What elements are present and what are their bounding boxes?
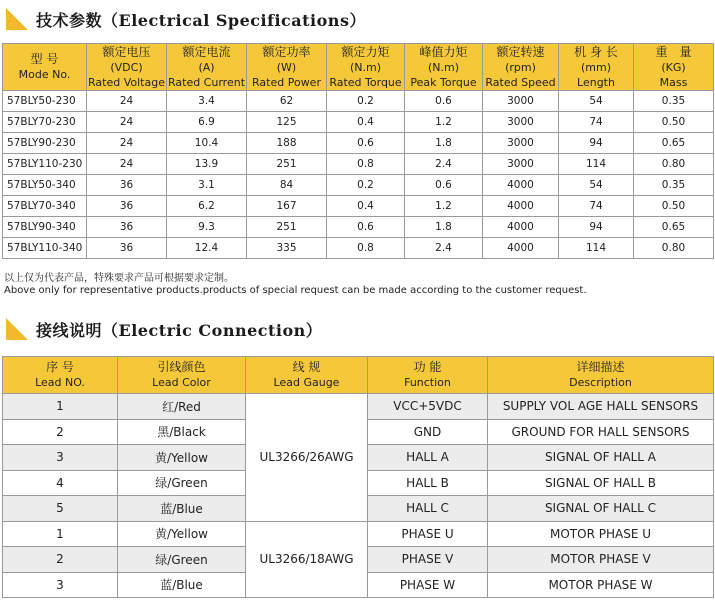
spec-section-header xyxy=(6,6,366,32)
table-row xyxy=(3,217,714,238)
spec-cell: 24 xyxy=(87,133,167,154)
spec-cell: 84 xyxy=(247,175,327,196)
spec-cell: 6.9 xyxy=(167,112,247,133)
spec-cell: 188 xyxy=(247,133,327,154)
spec-cell: 3000 xyxy=(483,133,559,154)
spec-cell: 36 xyxy=(87,217,167,238)
spec-cell: 24 xyxy=(87,91,167,112)
model-cell: 57BLY70-340 xyxy=(3,196,87,217)
spec-cell: 3000 xyxy=(483,91,559,112)
spec-cell: 94 xyxy=(559,217,634,238)
spec-header-power: 额定功率 (W) Rated Power xyxy=(247,44,327,91)
spec-cell: 0.50 xyxy=(634,112,714,133)
spec-cell: 251 xyxy=(247,154,327,175)
lead-color-cell: 黄/Yellow xyxy=(118,521,246,547)
table-row xyxy=(3,91,714,112)
spec-cell: 0.65 xyxy=(634,217,714,238)
spec-cell: 0.2 xyxy=(327,175,405,196)
model-cell: 57BLY50-340 xyxy=(3,175,87,196)
function-cell: PHASE W xyxy=(368,572,488,598)
spec-header-length: 机 身 长 (mm) Length xyxy=(559,44,634,91)
spec-cell: 13.9 xyxy=(167,154,247,175)
conn-section-title: 接线说明（Electric Connection） xyxy=(36,320,323,340)
description-cell: SIGNAL OF HALL A xyxy=(488,445,714,471)
spec-cell: 114 xyxy=(559,238,634,259)
table-row xyxy=(3,521,714,547)
spec-cell: 0.6 xyxy=(405,175,483,196)
lead-color-cell: 蓝/Blue xyxy=(118,496,246,522)
spec-cell: 54 xyxy=(559,91,634,112)
spec-cell: 167 xyxy=(247,196,327,217)
lead-color-cell: 绿/Green xyxy=(118,470,246,496)
spec-cell: 74 xyxy=(559,196,634,217)
spec-cell: 0.4 xyxy=(327,196,405,217)
spec-cell: 251 xyxy=(247,217,327,238)
spec-cell: 24 xyxy=(87,154,167,175)
spec-cell: 36 xyxy=(87,175,167,196)
lead-color-cell: 红/Red xyxy=(118,394,246,420)
lead-color-cell: 黄/Yellow xyxy=(118,445,246,471)
spec-header-speed: 额定转速 (rpm) Rated Speed xyxy=(483,44,559,91)
function-cell: HALL B xyxy=(368,470,488,496)
lead-no-cell: 4 xyxy=(3,470,118,496)
lead-no-cell: 2 xyxy=(3,419,118,445)
conn-header-function: 功 能 Function xyxy=(368,357,488,394)
spec-cell: 0.35 xyxy=(634,91,714,112)
lead-no-cell: 5 xyxy=(3,496,118,522)
spec-header-current: 额定电流 (A) Rated Current xyxy=(167,44,246,89)
lead-no-cell: 3 xyxy=(3,445,118,471)
conn-section-header xyxy=(6,316,322,342)
model-cell: 57BLY50-230 xyxy=(3,91,87,112)
spec-cell: 0.8 xyxy=(327,154,405,175)
function-cell: HALL A xyxy=(368,445,488,471)
table-row xyxy=(3,196,714,217)
spec-cell: 1.2 xyxy=(405,196,483,217)
lead-color-cell: 绿/Green xyxy=(118,547,246,573)
spec-header-row xyxy=(3,44,714,91)
spec-note-cn: 以上仅为代表产品，特殊要求产品可根据要求定制。 xyxy=(4,273,234,284)
spec-cell: 12.4 xyxy=(167,238,247,259)
spec-cell: 0.2 xyxy=(327,91,405,112)
spec-cell: 2.4 xyxy=(405,154,483,175)
spec-header-model: 型 号 Mode No. xyxy=(3,44,87,91)
spec-cell: 10.4 xyxy=(167,133,247,154)
lead-gauge-cell: UL3266/18AWG xyxy=(246,521,368,598)
spec-cell: 62 xyxy=(247,91,327,112)
spec-cell: 36 xyxy=(87,196,167,217)
lead-no-cell: 1 xyxy=(3,394,118,420)
lead-color-cell: 蓝/Blue xyxy=(118,572,246,598)
description-cell: MOTOR PHASE U xyxy=(488,521,714,547)
function-cell: PHASE V xyxy=(368,547,488,573)
corner-arrow-icon xyxy=(6,8,28,30)
spec-cell: 3.4 xyxy=(167,91,247,112)
spec-cell: 74 xyxy=(559,112,634,133)
conn-header-row xyxy=(3,357,714,394)
spec-section-title: 技术参数（Electrical Specifications） xyxy=(36,10,366,30)
spec-cell: 0.35 xyxy=(634,175,714,196)
spec-header-peak-torque: 峰值力矩 (N.m) Peak Torque xyxy=(405,44,483,91)
spec-cell: 0.65 xyxy=(634,133,714,154)
table-row xyxy=(3,175,714,196)
model-cell: 57BLY110-340 xyxy=(3,238,87,259)
spec-cell: 3000 xyxy=(483,154,559,175)
spec-cell: 24 xyxy=(87,112,167,133)
spec-note-en: Above only for representative products.products of special request can be made according to the customer request. xyxy=(4,285,587,296)
lead-no-cell: 1 xyxy=(3,521,118,547)
spec-cell: 9.3 xyxy=(167,217,247,238)
spec-cell: 0.80 xyxy=(634,154,714,175)
spec-cell: 0.80 xyxy=(634,238,714,259)
spec-cell: 4000 xyxy=(483,217,559,238)
function-cell: PHASE U xyxy=(368,521,488,547)
spec-cell: 4000 xyxy=(483,175,559,196)
spec-cell: 3000 xyxy=(483,112,559,133)
spec-cell: 125 xyxy=(247,112,327,133)
spec-cell: 114 xyxy=(559,154,634,175)
description-cell: GROUND FOR HALL SENSORS xyxy=(488,419,714,445)
conn-header-color: 引线颜色 Lead Color xyxy=(118,357,246,394)
corner-arrow-icon xyxy=(6,318,28,340)
lead-no-cell: 2 xyxy=(3,547,118,573)
description-cell: MOTOR PHASE V xyxy=(488,547,714,573)
lead-gauge-cell: UL3266/26AWG xyxy=(246,394,368,522)
model-cell: 57BLY90-230 xyxy=(3,133,87,154)
model-cell: 57BLY110-230 xyxy=(3,154,87,175)
model-cell: 57BLY70-230 xyxy=(3,112,87,133)
spec-cell: 6.2 xyxy=(167,196,247,217)
description-cell: SUPPLY VOL AGE HALL SENSORS xyxy=(488,394,714,420)
spec-cell: 3.1 xyxy=(167,175,247,196)
spec-cell: 0.4 xyxy=(327,112,405,133)
conn-header-desc: 详细描述 Description xyxy=(488,357,714,394)
spec-cell: 4000 xyxy=(483,238,559,259)
spec-cell: 54 xyxy=(559,175,634,196)
spec-cell: 94 xyxy=(559,133,634,154)
function-cell: HALL C xyxy=(368,496,488,522)
spec-cell: 1.2 xyxy=(405,112,483,133)
spec-header-torque: 额定力矩 (N.m) Rated Torque xyxy=(327,44,405,91)
function-cell: VCC+5VDC xyxy=(368,394,488,420)
spec-cell: 4000 xyxy=(483,196,559,217)
spec-cell: 0.8 xyxy=(327,238,405,259)
table-row xyxy=(3,238,714,259)
table-row xyxy=(3,133,714,154)
spec-cell: 0.6 xyxy=(327,217,405,238)
spec-cell: 2.4 xyxy=(405,238,483,259)
conn-table xyxy=(2,356,714,598)
description-cell: SIGNAL OF HALL B xyxy=(488,470,714,496)
spec-header-mass: 重 量 (KG) Mass xyxy=(634,44,714,91)
spec-cell: 1.8 xyxy=(405,133,483,154)
spec-cell: 36 xyxy=(87,238,167,259)
spec-cell: 0.6 xyxy=(405,91,483,112)
table-row xyxy=(3,394,714,420)
spec-header-voltage: 额定电压 (VDC) Rated Voltage xyxy=(88,44,165,89)
table-row xyxy=(3,112,714,133)
table-row xyxy=(3,154,714,175)
conn-header-gauge: 线 规 Lead Gauge xyxy=(246,357,368,394)
description-cell: SIGNAL OF HALL C xyxy=(488,496,714,522)
spec-cell: 1.8 xyxy=(405,217,483,238)
spec-cell: 0.50 xyxy=(634,196,714,217)
function-cell: GND xyxy=(368,419,488,445)
spec-table xyxy=(2,43,714,259)
description-cell: MOTOR PHASE W xyxy=(488,572,714,598)
spec-cell: 0.6 xyxy=(327,133,405,154)
lead-color-cell: 黑/Black xyxy=(118,419,246,445)
conn-header-no: 序 号 Lead NO. xyxy=(3,357,118,394)
model-cell: 57BLY90-340 xyxy=(3,217,87,238)
lead-no-cell: 3 xyxy=(3,572,118,598)
spec-cell: 335 xyxy=(247,238,327,259)
